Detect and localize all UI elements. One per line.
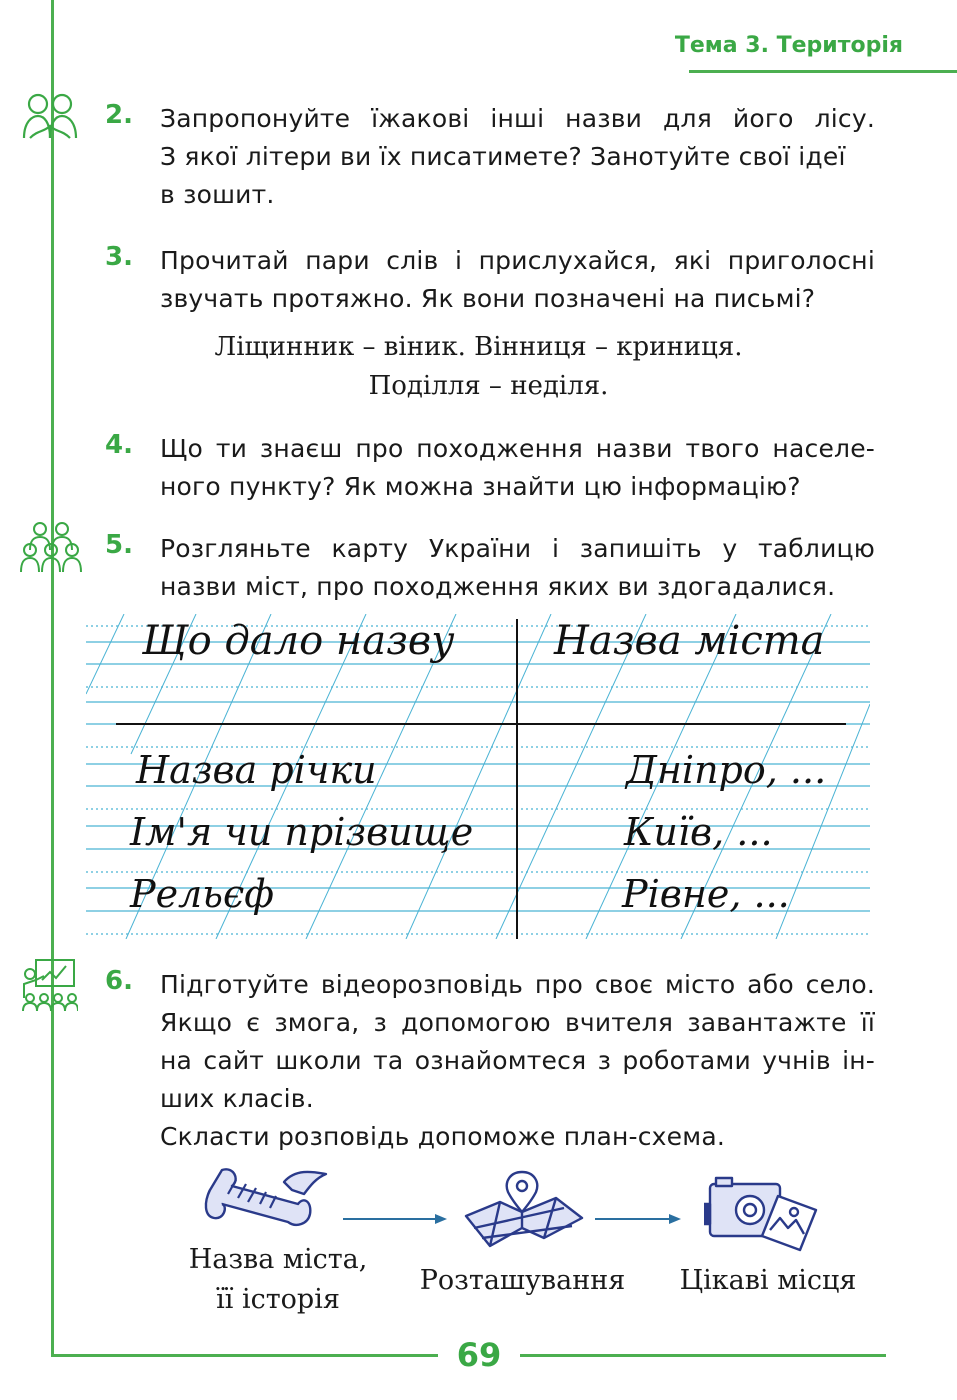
handwriting-table <box>86 614 870 939</box>
pair-work-icon <box>20 90 80 146</box>
task-6 <box>105 966 875 1156</box>
page-number: 69 <box>456 1336 502 1374</box>
presentation-icon <box>20 958 78 1012</box>
camera-photos-icon <box>704 1174 822 1254</box>
table-header-cell: Назва міста <box>554 618 825 664</box>
task-text-line: З якої літери ви їх писатимете? Занотуйте свої ідеї <box>160 142 846 171</box>
task-text-line: в зошит. <box>160 180 275 209</box>
task-text-line: ших класів. <box>160 1084 314 1113</box>
flow-step-label: Розташування <box>419 1265 626 1296</box>
footer-line <box>51 1354 438 1357</box>
flow-step-label <box>178 1240 378 1320</box>
task-text-line: на сайт школи та ознайомтеся з роботами учнів ін- <box>160 1046 875 1075</box>
table-header-cell: Що дало назву <box>142 618 455 664</box>
task-number: 2. <box>105 100 133 130</box>
task-text-line: Розгляньте карту України і запишіть у таблицю <box>160 534 875 563</box>
table-cell: Рівне, ... <box>622 872 790 916</box>
table-cell: Ім'я чи прізвище <box>130 810 474 854</box>
word-pairs-line: Поділля – неділя. <box>368 371 609 401</box>
task-number: 3. <box>105 242 133 272</box>
task-text-line: Скласти розповідь допоможе план-схема. <box>160 1122 725 1151</box>
margin-line <box>51 0 54 1356</box>
header-underline <box>689 70 957 73</box>
task-text-line: назви міст, про походження яких ви здогадалися. <box>160 572 836 601</box>
task-text-line: Якщо є змога, з допомогою вчителя завантажте її <box>160 1008 875 1037</box>
flow-step-label: Цікаві місця <box>679 1265 857 1296</box>
arrow-right-icon <box>595 1212 685 1226</box>
word-pairs <box>0 328 957 406</box>
group-work-icon <box>20 520 82 576</box>
task-2 <box>105 100 875 214</box>
task-3 <box>105 242 875 318</box>
word-pairs-line: Ліщинник – віник. Вінниця – криниця. <box>214 332 743 362</box>
task-4 <box>105 430 875 506</box>
task-number: 6. <box>105 966 133 996</box>
table-cell: Рельєф <box>130 872 274 916</box>
task-text-line: Що ти знаєш про походження назви твого населе- <box>160 434 875 463</box>
task-text-line: Запропонуйте їжакові інші назви для його лісу. <box>160 104 875 133</box>
map-pin-icon <box>460 1168 586 1250</box>
task-text-line: Підготуйте відеорозповідь про своє місто або село. <box>160 970 875 999</box>
task-text-line: Прочитай пари слів і прислухайся, які приголосні <box>160 246 875 275</box>
table-cell: Дніпро, ... <box>626 748 827 792</box>
scroll-icon <box>200 1162 332 1238</box>
topic-title: Тема 3. Територія <box>674 33 903 58</box>
task-number: 4. <box>105 430 133 460</box>
arrow-right-icon <box>343 1212 451 1226</box>
flow-step-label-line: її історія <box>216 1284 340 1315</box>
table-cell: Назва річки <box>136 748 377 792</box>
task-text-line: ного пункту? Як можна знайти цю інформацію? <box>160 472 801 501</box>
task-text-line: звучать протяжно. Як вони позначені на письмі? <box>160 284 816 313</box>
footer-line <box>520 1354 886 1357</box>
task-number: 5. <box>105 530 133 560</box>
table-cell: Київ, ... <box>624 810 773 854</box>
flow-step-label-line: Назва міста, <box>188 1244 368 1275</box>
task-5 <box>105 530 875 606</box>
